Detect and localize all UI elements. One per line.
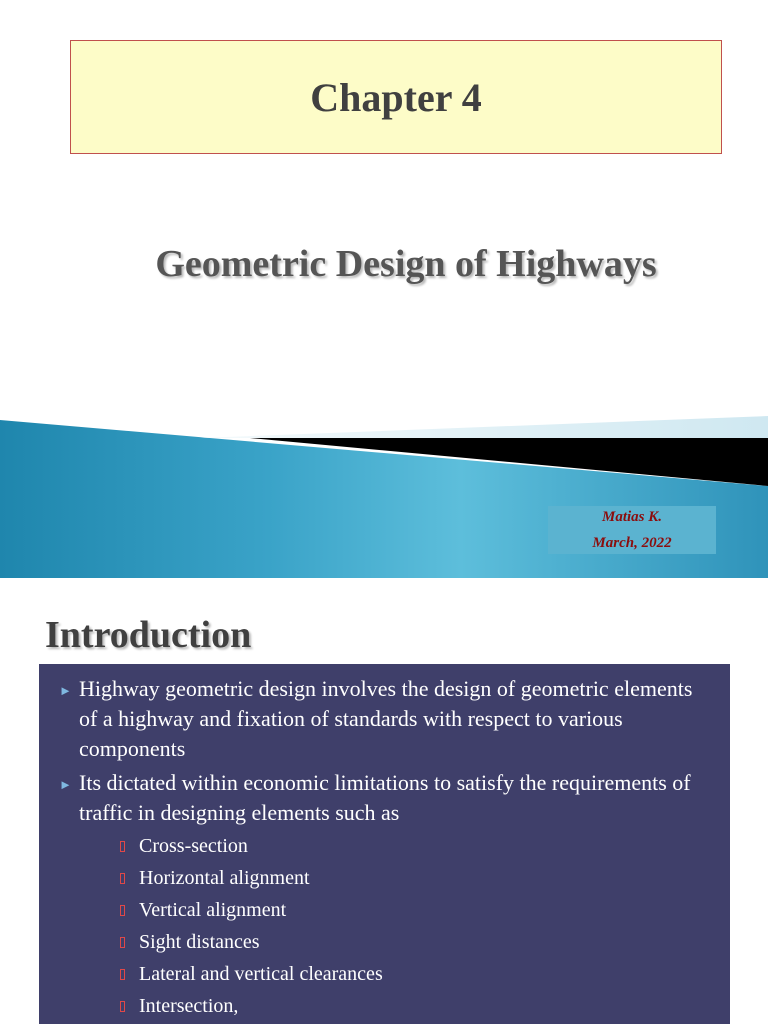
- introduction-slide: [0, 590, 768, 1024]
- sub-bullet-text: Cross-section: [139, 835, 248, 857]
- triangle-bullet-icon: ►: [59, 777, 72, 792]
- box-bullet-icon: [120, 969, 125, 980]
- sub-bullet-item: [79, 958, 708, 990]
- band-pale-strip: [200, 416, 768, 438]
- chapter-title-box: [70, 40, 722, 154]
- sub-bullet-text: Horizontal alignment: [139, 867, 310, 889]
- bullet-item: [59, 768, 708, 1022]
- sub-bullet-list: [79, 830, 708, 1022]
- sub-bullet-item: [79, 894, 708, 926]
- chapter-title: Chapter 4: [310, 74, 482, 120]
- bullet-item: [59, 674, 708, 764]
- sub-bullet-item: [79, 830, 708, 862]
- sub-bullet-item: [79, 862, 708, 894]
- slide-subtitle: Geometric Design of Highways: [155, 243, 657, 285]
- sub-bullet-text: Intersection,: [139, 995, 239, 1017]
- box-bullet-icon: [120, 1001, 125, 1012]
- triangle-bullet-icon: ►: [59, 683, 72, 698]
- box-bullet-icon: [120, 937, 125, 948]
- introduction-title: Introduction: [45, 614, 252, 656]
- sub-bullet-item: [79, 990, 708, 1022]
- bullet-text: Highway geometric design involves the design of geometric elements of a highway and fixation of standards with respect to various components: [79, 676, 693, 761]
- presentation-date: March, 2022: [592, 535, 672, 551]
- content-panel: [39, 664, 730, 1024]
- sub-bullet-text: Vertical alignment: [139, 899, 287, 921]
- sub-bullet-item: [79, 926, 708, 958]
- sub-bullet-text: Sight distances: [139, 931, 260, 953]
- author-date-box: [548, 506, 716, 554]
- author-name: Matias K.: [601, 509, 662, 525]
- box-bullet-icon: [120, 873, 125, 884]
- box-bullet-icon: [120, 905, 125, 916]
- sub-bullet-text: Lateral and vertical clearances: [139, 963, 383, 985]
- box-bullet-icon: [120, 841, 125, 852]
- bullet-text: Its dictated within economic limitations to satisfy the requirements of traffic in designing elements such as: [79, 770, 691, 825]
